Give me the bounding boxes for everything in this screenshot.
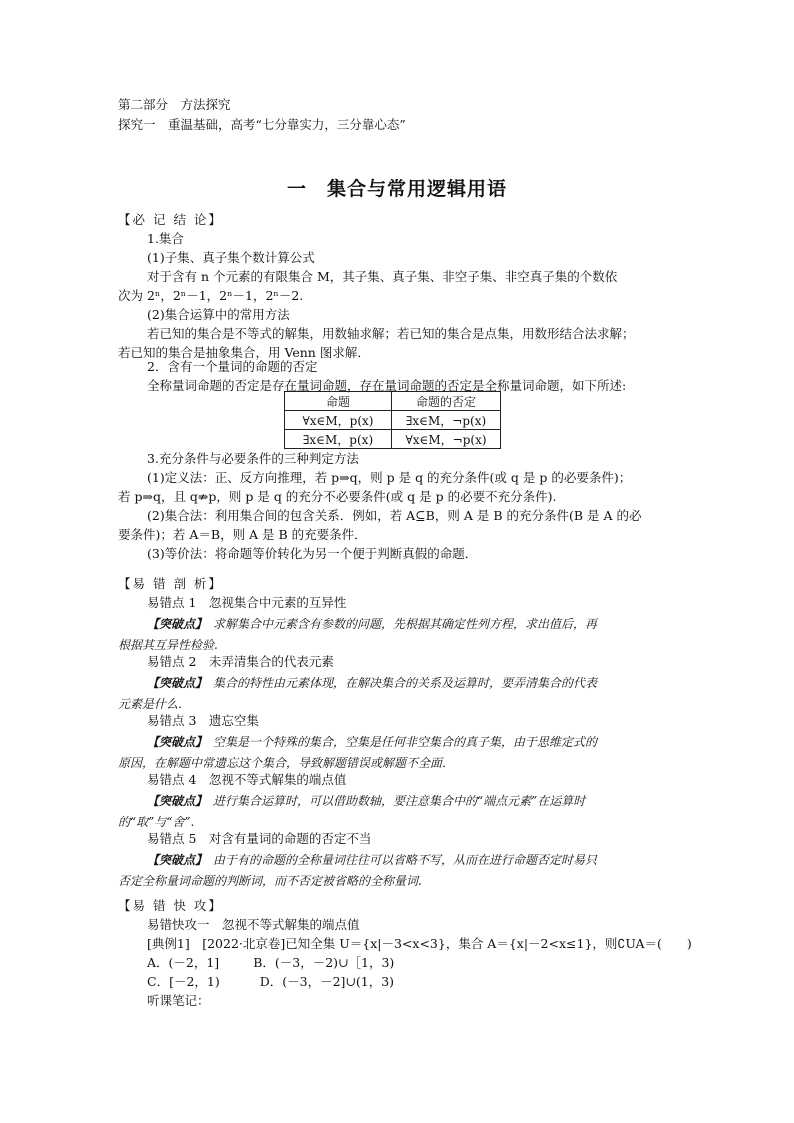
error-2-title: 易错点 2 未弄清集合的代表元素 — [147, 654, 334, 669]
error-5-title: 易错点 5 对含有量词的命题的否定不当 — [147, 831, 372, 846]
error-4-text-a: 进行集合运算时，可以借助数轴，要注意集合中的“端点元素”在运算时 — [201, 794, 586, 808]
error-1-text-b: 根据其互异性检验. — [118, 638, 218, 652]
quantifier-table — [284, 391, 501, 449]
section-error-analysis: 【易 错 剖 析】 — [118, 576, 223, 591]
part-heading: 第二部分 方法探究 — [118, 97, 231, 112]
mr-line-10: 3.充分条件与必要条件的三种判定方法 — [147, 451, 359, 466]
section-error-quick: 【易 错 快 攻】 — [118, 898, 223, 913]
table-cell: ∃x∈M，p(x) — [285, 430, 392, 449]
error-1-title: 易错点 1 忽视集合中元素的互异性 — [147, 595, 347, 610]
error-1-text-a: 求解集合中元素含有参数的问题，先根据其确定性列方程，求出值后，再 — [201, 617, 598, 631]
error-3-text — [147, 732, 707, 752]
mr-line-3: 对于含有 n 个元素的有限集合 M，其子集、真子集、非空子集、非空真子集的个数依 — [147, 269, 618, 284]
table-header-proposition: 命题 — [285, 392, 392, 411]
breakthrough-label: 【突破点】 — [147, 676, 202, 690]
error-2-text-a: 集合的特性由元素体现，在解决集合的关系及运算时，要弄清集合的代表 — [201, 676, 598, 690]
example-1-stem: [典例1] [2022·北京卷]已知全集 U＝{x|－3<x<3}，集合 A＝{x|－2<x≤1}，则∁UA＝( ) — [147, 936, 692, 951]
inquiry-heading: 探究一 重温基础，高考“七分靠实力，三分靠心态” — [118, 117, 406, 132]
mr-line-9: 全称量词命题的否定是存在量词命题，存在量词命题的否定是全称量词命题，如下所述: — [147, 378, 627, 393]
mr-line-1: 1.集合 — [147, 231, 184, 246]
error-4-title: 易错点 4 忽视不等式解集的端点值 — [147, 772, 347, 787]
table-header-row — [285, 392, 501, 411]
error-2-text-b: 元素是什么． — [118, 697, 191, 711]
breakthrough-label: 【突破点】 — [147, 853, 202, 867]
breakthrough-label: 【突破点】 — [147, 735, 202, 749]
error-5-text-a: 由于有的命题的全称量词往往可以省略不写，从而在进行命题否定时易只 — [201, 853, 598, 867]
error-2-text — [147, 673, 707, 693]
table-row — [285, 430, 501, 449]
mr-line-2: (1)子集、真子集个数计算公式 — [147, 250, 315, 265]
option-row-1 — [147, 953, 707, 973]
section-must-remember: 【必 记 结 论】 — [118, 212, 223, 227]
error-5-text-b: 否定全称量词命题的判断词，而不否定被省略的全称量词. — [118, 874, 422, 888]
mr-line-13: (2)集合法：利用集合间的包含关系．例如，若 A⊆B，则 A 是 B 的充分条件(B 是 A 的必 — [147, 508, 642, 523]
error-3-text-a: 空集是一个特殊的集合，空集是任何非空集合的真子集，由于思维定式的 — [201, 735, 598, 749]
option-a: A．(－2，1] — [147, 955, 220, 970]
mr-line-5: (2)集合运算中的常用方法 — [147, 307, 290, 322]
table-header-negation: 命题的否定 — [392, 392, 501, 411]
option-d: D．(－3，－2]∪(1，3) — [259, 974, 395, 989]
breakthrough-label: 【突破点】 — [147, 617, 202, 631]
mr-line-12: 若 p⇒q，且 q⇏p，则 p 是 q 的充分不必要条件(或 q 是 p 的必要不充分条件). — [118, 489, 557, 504]
lecture-notes-label: 听课笔记： — [147, 993, 210, 1008]
table-cell: ∀x∈M，¬p(x) — [392, 430, 501, 449]
error-4-text-b: 的“取”与“舍”. — [118, 815, 195, 829]
error-3-text-b: 原因，在解题中常遗忘这个集合，导致解题错误或解题不全面． — [118, 756, 455, 770]
error-5-text — [147, 850, 707, 870]
error-1-text — [147, 614, 707, 634]
table-row — [285, 411, 501, 430]
error-4-text — [147, 791, 707, 811]
mr-line-8: 2．含有一个量词的命题的否定 — [147, 359, 318, 374]
breakthrough-label: 【突破点】 — [147, 794, 202, 808]
mr-line-7: 若已知的集合是抽象集合，用 Venn 图求解． — [118, 345, 370, 360]
mr-line-6: 若已知的集合是不等式的解集，用数轴求解；若已知的集合是点集，用数形结合法求解； — [147, 326, 635, 341]
table-cell: ∀x∈M，p(x) — [285, 411, 392, 430]
mr-line-4: 次为 2ⁿ，2ⁿ－1，2ⁿ－1，2ⁿ－2. — [118, 288, 304, 303]
option-row-2 — [147, 972, 707, 992]
mr-line-15: (3)等价法：将命题等价转化为另一个便于判断真假的命题． — [147, 546, 478, 561]
option-b: B．(－3，－2)∪［1，3) — [253, 955, 395, 970]
mr-line-14: 要条件)；若 A＝B，则 A 是 B 的充要条件． — [118, 527, 367, 542]
mr-line-11: (1)定义法：正、反方向推理，若 p⇒q，则 p 是 q 的充分条件(或 q 是 p 的必要条件)； — [147, 470, 632, 485]
error-3-title: 易错点 3 遗忘空集 — [147, 713, 259, 728]
table-cell: ∃x∈M，¬p(x) — [392, 411, 501, 430]
chapter-title: 一 集合与常用逻辑用语 — [286, 178, 507, 200]
quick-heading: 易错快攻一 忽视不等式解集的端点值 — [147, 917, 360, 932]
option-c: C．[－2，1) — [147, 974, 220, 989]
